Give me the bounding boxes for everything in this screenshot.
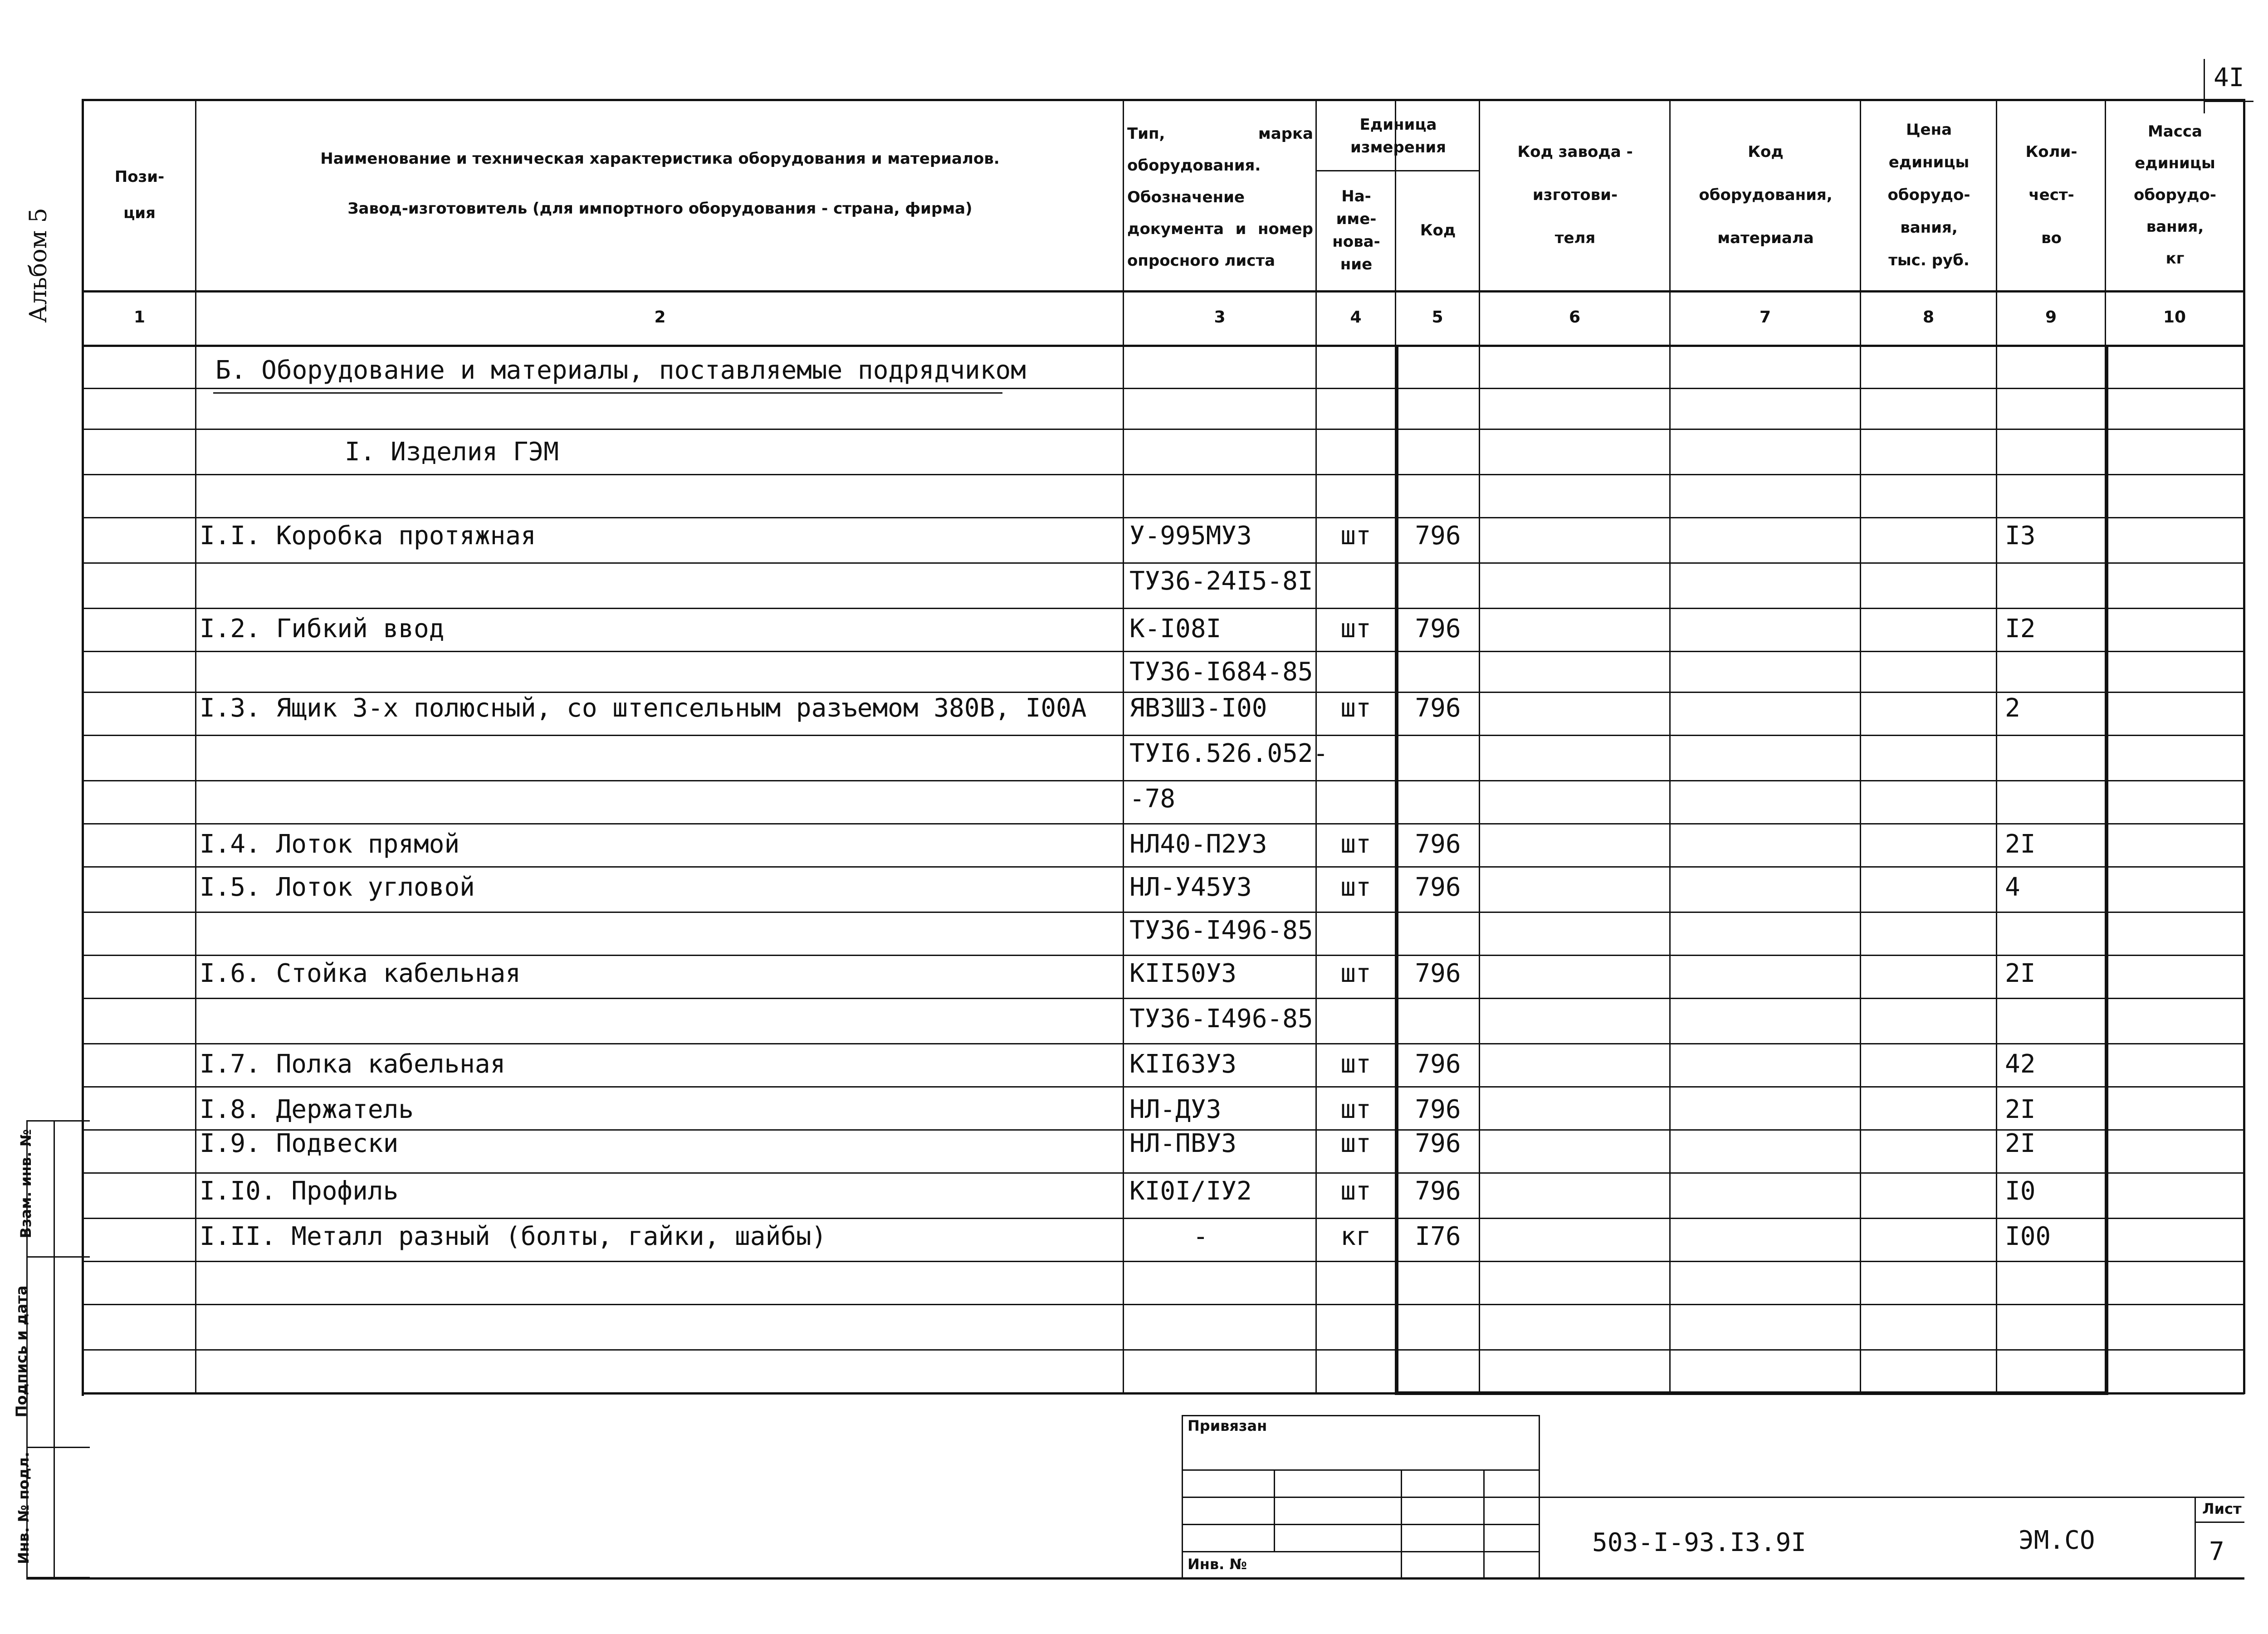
header-price: Цена единицы оборудо- вания, тыс. руб. — [1887, 121, 1970, 269]
col-num-6: 6 — [1569, 308, 1581, 327]
header-factory-code: Код завода - изготови- теля — [1517, 142, 1633, 247]
item-unit-code: 796 — [1415, 873, 1461, 902]
header-name-line2: Завод-изготовитель (для импортного оборудования - страна, фирма) — [347, 200, 973, 218]
item-unit-code: 796 — [1415, 614, 1461, 644]
item-unit: кг — [1340, 1222, 1371, 1251]
item-unit-code: I76 — [1415, 1222, 1461, 1251]
item-quantity: I2 — [2005, 614, 2036, 644]
item-unit-code: 796 — [1415, 693, 1461, 723]
item-name: I.3. Ящик 3-х полюсный, со штепсельным разъемом 380В, I00А — [200, 693, 1087, 723]
item-quantity: 2I — [2005, 959, 2036, 988]
header-name-line1: Наименование и техническая характеристика оборудования и материалов. — [320, 150, 1000, 168]
item-type: ТУ36-I496-85 — [1129, 916, 1313, 945]
item-quantity: 42 — [2005, 1049, 2036, 1079]
sheet-number-top: 4I — [2214, 63, 2244, 93]
item-type: КII50УЗ — [1129, 959, 1237, 988]
item-unit: шт — [1340, 693, 1371, 723]
item-unit: шт — [1340, 1129, 1371, 1158]
col-num-10: 10 — [2163, 308, 2186, 327]
col-num-1: 1 — [133, 308, 146, 327]
document-mark: ЭМ.СО — [2019, 1526, 2095, 1555]
item-type: ЯВЗШЗ-I00 — [1129, 693, 1267, 723]
header-mass: Масса единицы оборудо- вания, кг — [2134, 122, 2216, 268]
item-unit: шт — [1340, 1049, 1371, 1079]
header-position: Пози- ция — [114, 168, 165, 222]
item-type: -78 — [1129, 784, 1176, 814]
item-unit-code: 796 — [1415, 1095, 1461, 1124]
item-name: I.2. Гибкий ввод — [200, 614, 445, 644]
col-num-2: 2 — [654, 308, 666, 327]
item-type: ТУ36-I684-85 — [1129, 657, 1313, 687]
item-unit-code: 796 — [1415, 1129, 1461, 1158]
stamp-inv-podl: Инв. № подл. — [15, 1452, 32, 1564]
item-type: НЛ40-П2УЗ — [1129, 829, 1267, 859]
item-unit-code: 796 — [1415, 521, 1461, 551]
item-type: - — [1193, 1222, 1208, 1251]
item-unit: шт — [1340, 959, 1371, 988]
item-type: К-I08I — [1129, 614, 1222, 644]
header-unit-name: На- име- нова- ние — [1332, 187, 1380, 273]
item-quantity: 2I — [2005, 1095, 2036, 1124]
header-equipment-code: Код оборудования, материала — [1699, 142, 1833, 247]
item-name: I.4. Лоток прямой — [200, 829, 460, 859]
header-type: Тип, марка оборудования. Обозначение документа и номер опросного листа — [1127, 125, 1313, 270]
header-unit-code: Код — [1420, 221, 1456, 239]
col-num-3: 3 — [1214, 308, 1226, 327]
item-quantity: 2 — [2005, 693, 2020, 723]
item-name: I.I. Коробка протяжная — [200, 521, 536, 551]
item-type: ТУI6.526.052- — [1129, 739, 1329, 768]
col-num-7: 7 — [1759, 308, 1771, 327]
section-title: Б. Оборудование и материалы, поставляемые подрядчиком — [215, 356, 1026, 385]
item-unit: шт — [1340, 614, 1371, 644]
item-type: КI0I/IУ2 — [1129, 1176, 1252, 1206]
privyazan-label: Привязан — [1188, 1417, 1267, 1434]
item-unit-code: 796 — [1415, 1176, 1461, 1206]
item-unit: шт — [1340, 1095, 1371, 1124]
item-unit: шт — [1340, 521, 1371, 551]
document-code: 503-I-93.I3.9I — [1592, 1528, 1807, 1557]
item-unit-code: 796 — [1415, 1049, 1461, 1079]
item-name: I.I0. Профиль — [200, 1176, 399, 1206]
inv-no-label: Инв. № — [1188, 1556, 1247, 1573]
item-unit: шт — [1340, 829, 1371, 859]
item-name: I.6. Стойка кабельная — [200, 959, 521, 988]
item-unit: шт — [1340, 873, 1371, 902]
album-label: Альбом 5 — [25, 208, 52, 323]
item-type: НЛ-У45УЗ — [1129, 873, 1252, 902]
item-type: ТУ36-I496-85 — [1129, 1004, 1313, 1034]
col-num-9: 9 — [2045, 308, 2057, 327]
stamp-podpis-data: Подпись и дата — [13, 1285, 30, 1418]
item-type: НЛ-ПВУЗ — [1129, 1129, 1237, 1158]
item-quantity: I00 — [2005, 1222, 2051, 1251]
header-unit-group: Единица измерения — [1350, 116, 1446, 156]
item-type: НЛ-ДУЗ — [1129, 1095, 1222, 1124]
item-quantity: 2I — [2005, 1129, 2036, 1158]
item-quantity: I3 — [2005, 521, 2036, 551]
subsection-title: I. Изделия ГЭМ — [345, 437, 559, 467]
item-name: I.7. Полка кабельная — [200, 1049, 506, 1079]
item-name: I.8. Держатель — [200, 1095, 414, 1124]
item-type: У-995МУЗ — [1129, 521, 1252, 551]
col-num-5: 5 — [1432, 308, 1443, 327]
item-unit: шт — [1340, 1176, 1371, 1206]
item-type: КII63УЗ — [1129, 1049, 1237, 1079]
item-quantity: I0 — [2005, 1176, 2036, 1206]
item-quantity: 4 — [2005, 873, 2020, 902]
item-name: I.5. Лоток угловой — [200, 873, 475, 902]
item-name: I.II. Металл разный (болты, гайки, шайбы) — [200, 1222, 827, 1251]
col-num-4: 4 — [1350, 308, 1362, 327]
list-label: Лист — [2202, 1500, 2242, 1517]
item-quantity: 2I — [2005, 829, 2036, 859]
list-number: 7 — [2209, 1537, 2224, 1566]
item-name: I.9. Подвески — [200, 1129, 399, 1158]
item-type: ТУ36-24I5-8I — [1129, 566, 1313, 596]
item-unit-code: 796 — [1415, 959, 1461, 988]
stamp-vzam-inv: Взам. инв. № — [17, 1129, 34, 1239]
item-unit-code: 796 — [1415, 829, 1461, 859]
col-num-8: 8 — [1922, 308, 1935, 327]
header-quantity: Коли- чест- во — [2025, 142, 2077, 247]
